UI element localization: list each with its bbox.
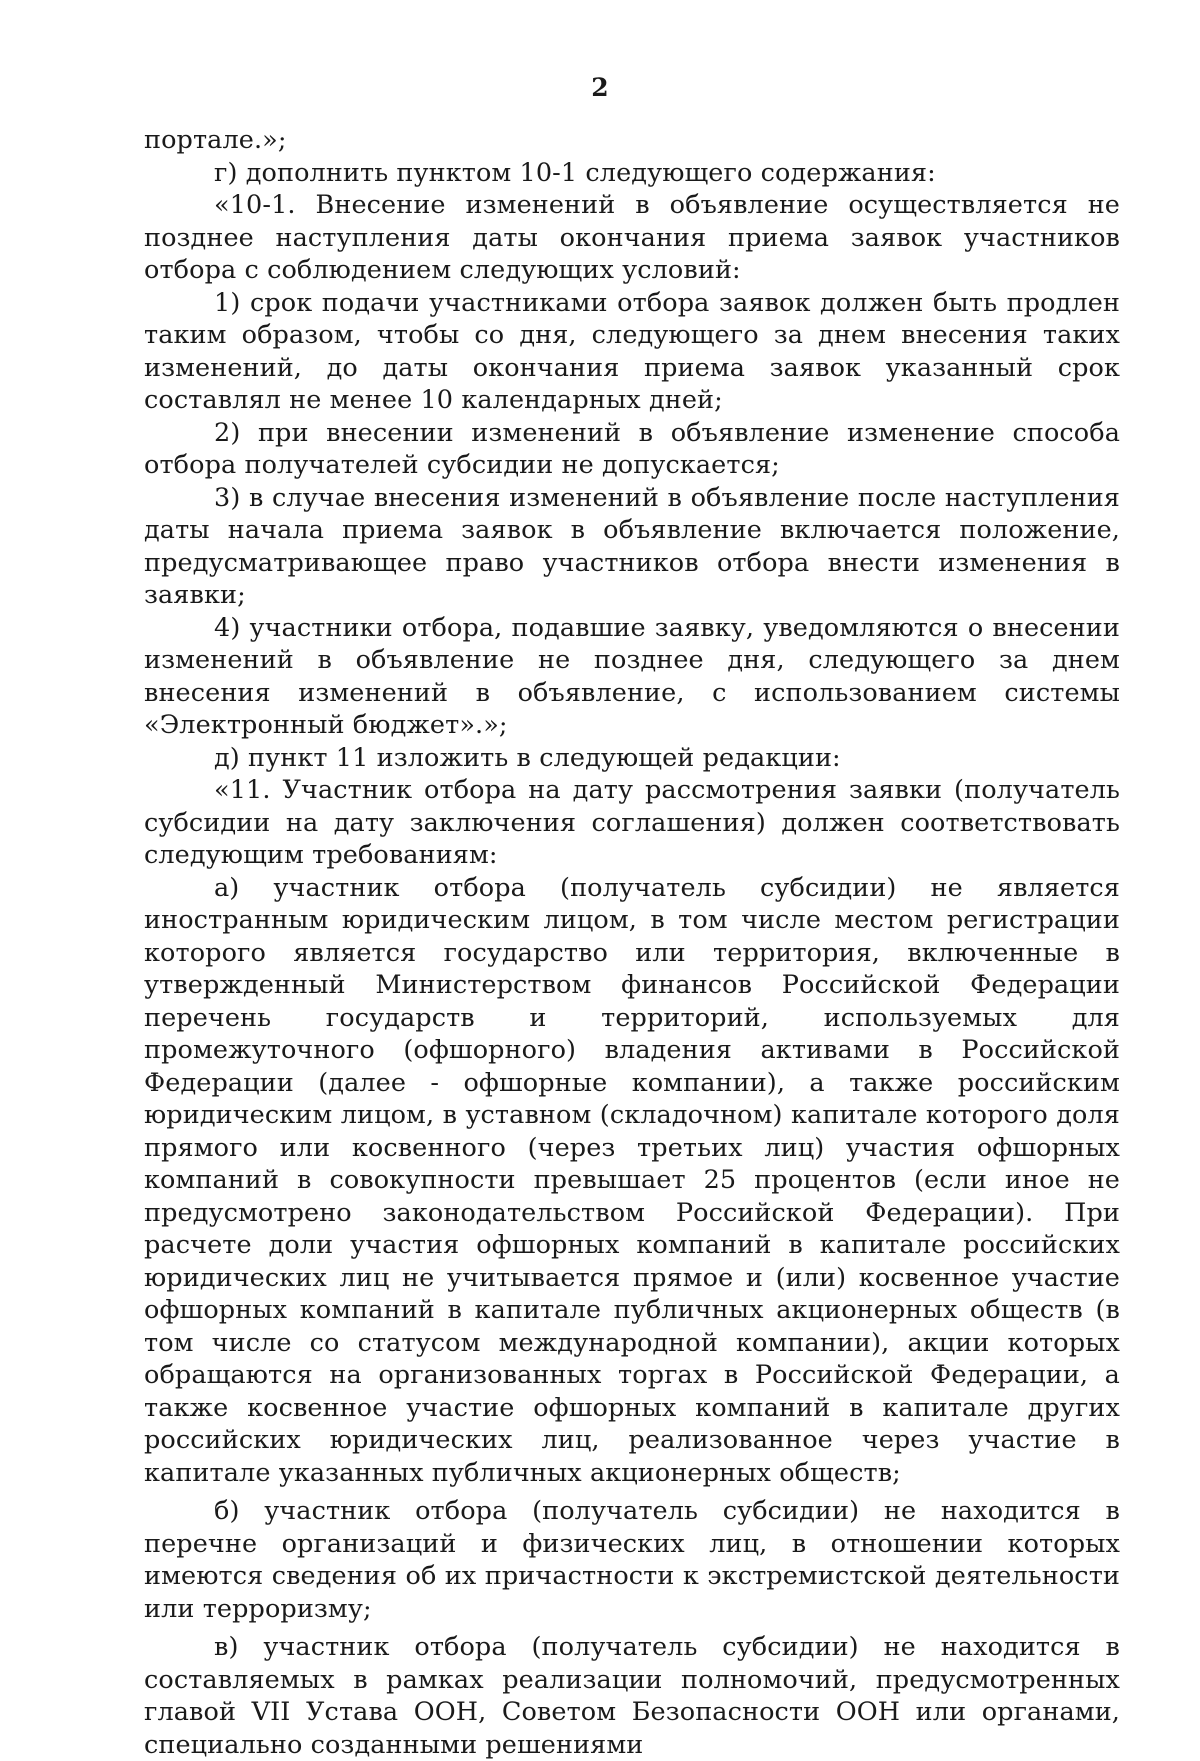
paragraph-10-1: «10-1. Внесение изменений в объявление осуществляется не позднее наступления даты окончания приема заявок участников отбора с соблюдением следующих условий: <box>144 190 1120 285</box>
page-number: 2 <box>591 73 609 102</box>
paragraph-item-g: г) дополнить пунктом 10-1 следующего содержания: <box>214 157 936 188</box>
paragraph-11: «11. Участник отбора на дату рассмотрения заявки (получатель субсидии на дату заключения соглашения) должен соответствовать следующим требованиям: <box>144 775 1120 870</box>
paragraph-condition-2: 2) при внесении изменений в объявление изменение способа отбора получателей субсидии не допускается; <box>144 417 1120 480</box>
paragraph-condition-4: 4) участники отбора, подавшие заявку, уведомляются о внесении изменений в объявление не позднее дня, следующего за днем внесения изменений в объявление, с использованием системы «Электронный бюджет».»; <box>144 612 1120 740</box>
document-body <box>144 124 1120 1761</box>
paragraph-requirement-a: а) участник отбора (получатель субсидии) не является иностранным юридическим лицом, в том числе местом регистрации которого является государство или территория, включенные в утвержденный Министерством финансов Российской Федерации перечень государств и территорий, используемых для промежуточного (офшорного) владения активами в Российской Федерации (далее - офшорные компании), а также российским юридическим лицом, в уставном (складочном) капитале которого доля прямого или косвенного (через третьих лиц) участия офшорных компаний в совокупности превышает 25 процентов (если иное не предусмотрено законодательством Российской Федерации). При расчете доли участия офшорных компаний в капитале российских юридических лиц не учитывается прямое и (или) косвенное участие офшорных компаний в капитале публичных акционерных обществ (в том числе со статусом международной компании), акции которых обращаются на организованных торгах в Российской Федерации, а также косвенное участие офшорных компаний в капитале других российских юридических лиц, реализованное через участие в капитале указанных публичных акционерных обществ; <box>144 872 1120 1488</box>
paragraph-condition-3: 3) в случае внесения изменений в объявление после наступления даты начала приема заявок в объявление включается положение, предусматривающее право участников отбора внести изменения в заявки; <box>144 482 1120 610</box>
paragraph-requirement-b: б) участник отбора (получатель субсидии) не находится в перечне организаций и физических лиц, в отношении которых имеются сведения об их причастности к экстремистской деятельности или терроризму; <box>144 1496 1120 1624</box>
paragraph-requirement-v: в) участник отбора (получатель субсидии) не находится в составляемых в рамках реализации полномочий, предусмотренных главой VII Устава ООН, Советом Безопасности ООН или органами, специально созданными решениями <box>144 1632 1120 1760</box>
paragraph-condition-1: 1) срок подачи участниками отбора заявок должен быть продлен таким образом, чтобы со дня, следующего за днем внесения таких изменений, до даты окончания приема заявок указанный срок составлял не менее 10 календарных дней; <box>144 287 1120 415</box>
paragraph-portal-closing: портале.»; <box>144 125 287 155</box>
paragraph-item-d: д) пункт 11 изложить в следующей редакции: <box>214 742 841 773</box>
